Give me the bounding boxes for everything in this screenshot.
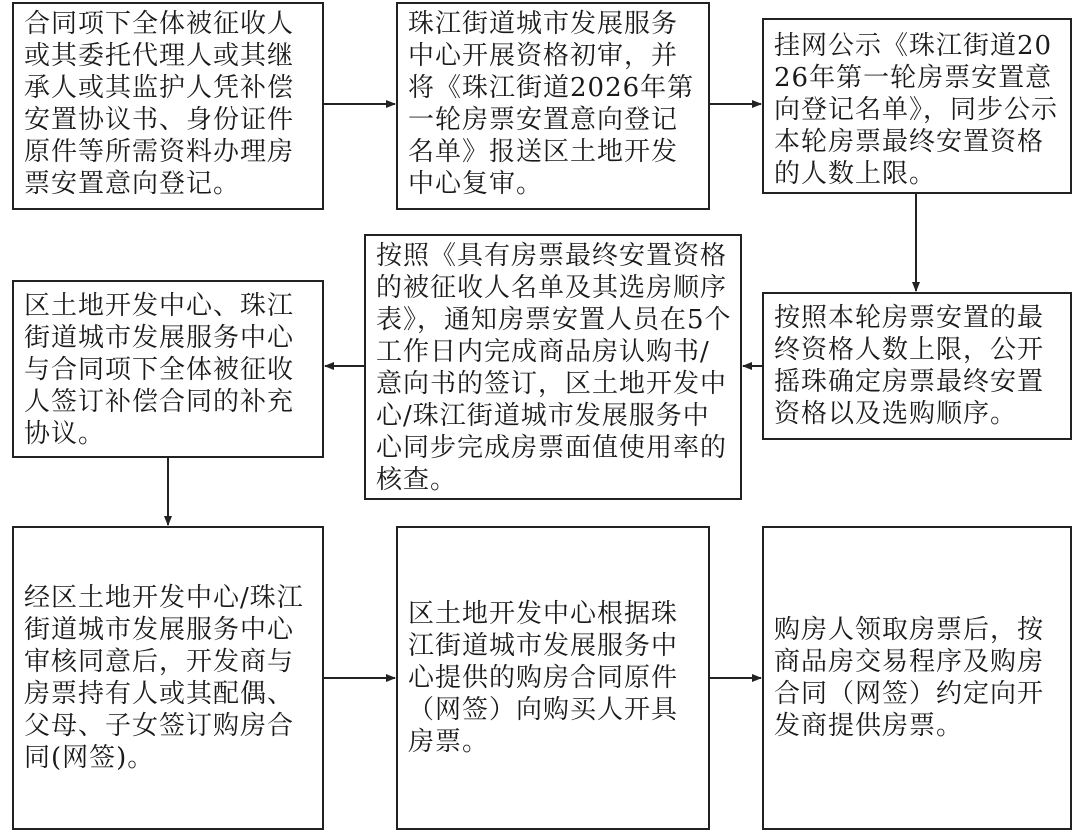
step-7-text: 经区土地开发中心/珠江街道城市发展服务中心审核同意后，开发商与房票持有人或其配偶、父母、子女签订购房合同(网签)。 <box>24 583 304 773</box>
step-4-text: 按照本轮房票安置的最终资格人数上限，公开摇珠确定房票最终安置资格以及选购顺序。 <box>774 303 1045 429</box>
step-2-text: 珠江街道城市发展服务中心开展资格初审，并将《珠江街道2026年第一轮房票安置意向登记名单》报送区土地开发中心复审。 <box>408 9 695 199</box>
step-6-text: 区土地开发中心、珠江街道城市发展服务中心与合同项下全体被征收人签订补偿合同的补充协议。 <box>24 291 295 449</box>
step-9-text: 购房人领取房票后，按商品房交易程序及购房合同（网签）约定向开发商提供房票。 <box>774 615 1045 741</box>
step-5-text: 按照《具有房票最终安置资格的被征收人名单及其选房顺序表》，通知房票安置人员在5个工作日内完成商品房认购书/意向书的签订，区土地开发中心/珠江街道城市发展服务中心同步完成房票面值使用率的核查。 <box>376 241 732 495</box>
step-1-text: 合同项下全体被征收人或其委托代理人或其继承人或其监护人凭补偿安置协议书、身份证件原件等所需资料办理房票安置意向登记。 <box>24 9 295 199</box>
step-8-text: 区土地开发中心根据珠江街道城市发展服务中心提供的购房合同原件（网签）向购买人开具房票。 <box>408 599 679 757</box>
step-3-text: 挂网公示《珠江街道2026年第一轮房票安置意向登记名单》，同步公示本轮房票最终安置资格的人数上限。 <box>774 31 1059 189</box>
